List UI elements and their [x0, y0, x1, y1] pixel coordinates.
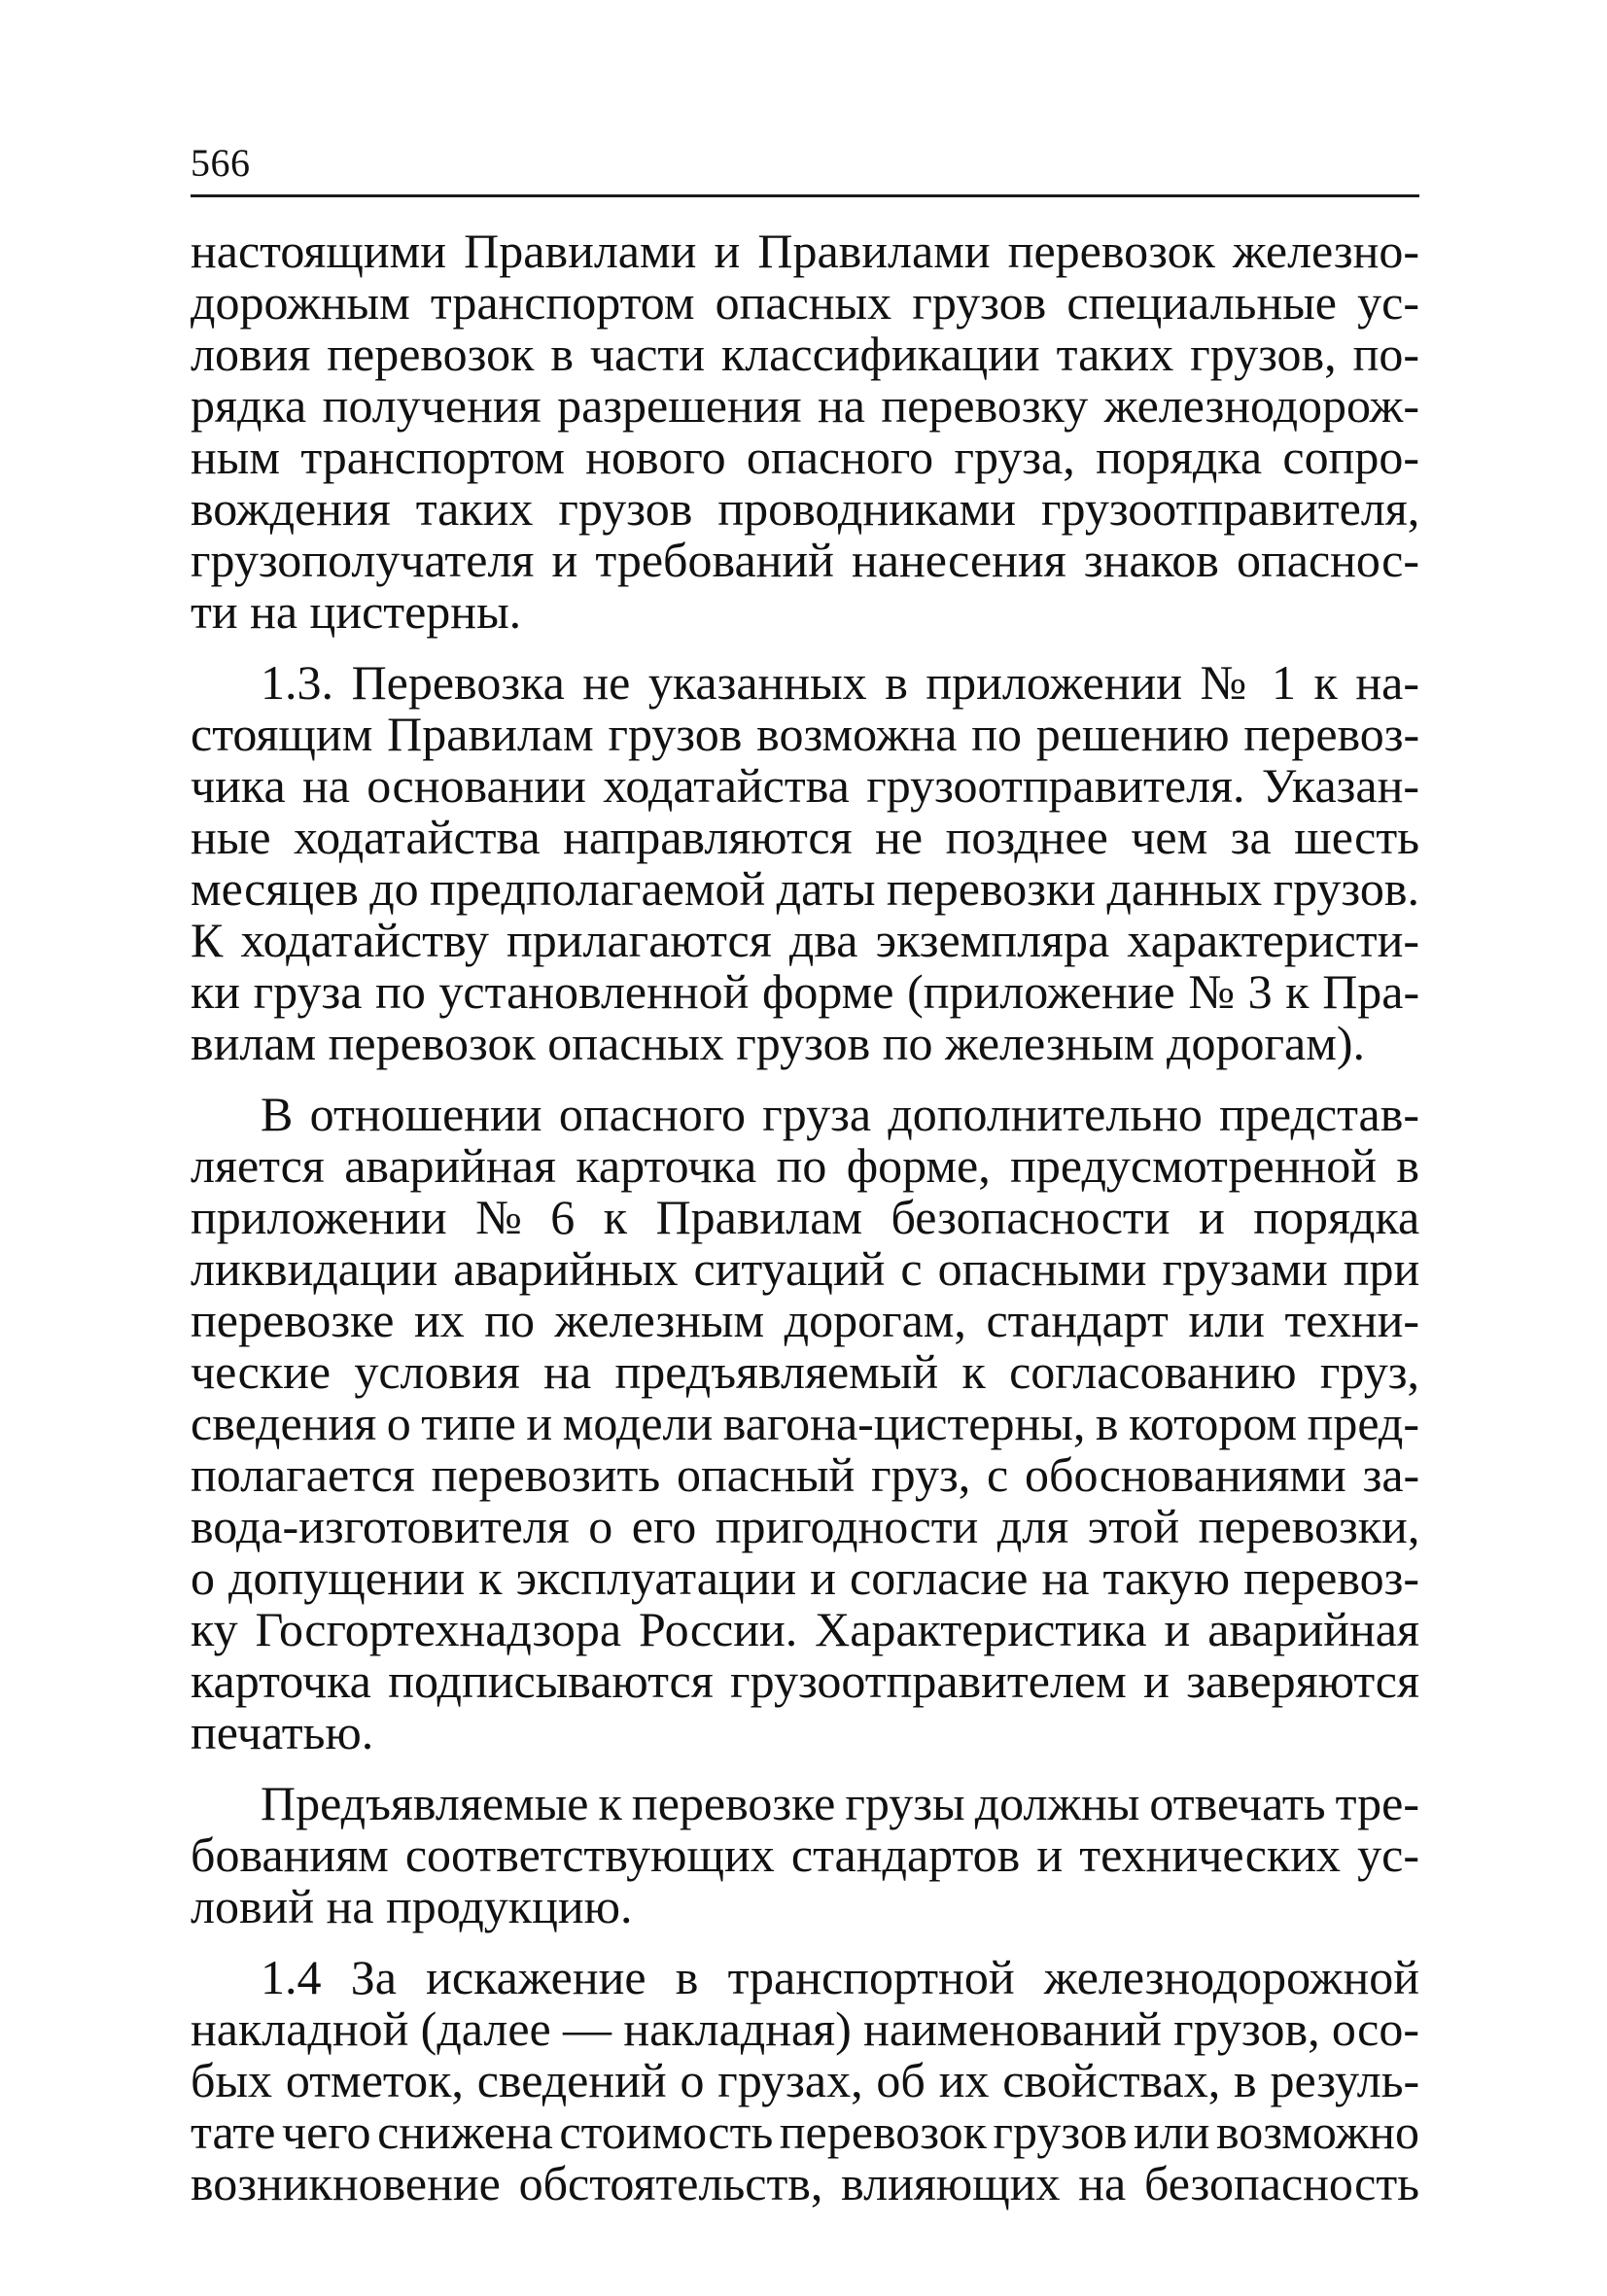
text-line: 1.4 За искажение в транспортной железнодорожной: [261, 1950, 1419, 2004]
text-line: сведения о типе и модели вагона-цистерны, в котором пред-: [191, 1396, 1419, 1450]
text-line: настоящими Правилами и Правилами перевозок железно-: [191, 224, 1419, 278]
text-line: о допущении к эксплуатации и согласие на такую перевоз-: [191, 1550, 1419, 1605]
text-line: ным транспортом нового опасного груза, порядка сопро-: [191, 430, 1419, 484]
text-line: ловий на продукцию.: [191, 1879, 633, 1933]
header-rule: [191, 194, 1419, 197]
text-line: ловия перевозок в части классификации таких грузов, по-: [191, 327, 1419, 381]
page-number: 566: [191, 141, 251, 185]
text-line: ляется аварийная карточка по форме, предусмотренной в: [191, 1138, 1419, 1193]
text-line: Предъявляемые к перевозке грузы должны отвечать тре-: [261, 1776, 1419, 1830]
text-line: чика на основании ходатайства грузоотправителя. Указан-: [191, 758, 1419, 813]
text-line: вождения таких грузов проводниками грузоотправителя,: [191, 481, 1420, 536]
paragraph-standards: [191, 1778, 1419, 1932]
text-line: печатью.: [191, 1705, 374, 1759]
text-line: накладной (далее — накладная) наименований грузов, осо-: [191, 2001, 1420, 2056]
text-line: вода-изготовителя о его пригодности для этой перевозки,: [191, 1499, 1420, 1553]
text-line: месяцев до предполагаемой даты перевозки данных грузов.: [191, 861, 1419, 916]
text-line: ликвидации аварийных ситуаций с опасными грузами при: [191, 1241, 1420, 1296]
paragraph-section-1-4: [191, 1952, 1419, 2209]
text-line: бых отметок, сведений о грузах, об их свойствах, в резуль-: [191, 2053, 1420, 2107]
text-line: ти на цистерны.: [191, 584, 522, 639]
text-line: К ходатайству прилагаются два экземпляра характеристи-: [191, 913, 1419, 967]
text-line: карточка подписываются грузоотправителем и заверяются: [191, 1653, 1419, 1708]
paragraph-continuation: [191, 226, 1419, 638]
text-line: вилам перевозок опасных грузов по железным дорогам).: [191, 1016, 1365, 1070]
text-line: 1.3. Перевозка не указанных в приложении № 1 к на-: [261, 655, 1419, 710]
text-line: грузополучателя и требований нанесения знаков опаснос-: [191, 533, 1419, 587]
text-line: ческие условия на предъявляемый к согласованию груз,: [191, 1344, 1420, 1399]
text-line: стоящим Правилам грузов возможна по решению перевоз-: [191, 707, 1420, 761]
paragraph-section-1-3: [191, 657, 1419, 1069]
text-line: ки груза по установленной форме (приложение № 3 к Пра-: [191, 964, 1420, 1019]
text-line: ные ходатайства направляются не позднее чем за шесть: [191, 810, 1419, 864]
text-line: В отношении опасного груза дополнительно представ-: [261, 1087, 1419, 1141]
text-line: приложении № 6 к Правилам безопасности и порядка: [191, 1190, 1420, 1244]
text-line: перевозке их по железным дорогам, стандарт или техни-: [191, 1293, 1419, 1347]
text-line: тате чего снижена стоимость перевозок грузов или возможно: [191, 2105, 1419, 2159]
text-line: возникновение обстоятельств, влияющих на безопасность: [191, 2156, 1419, 2210]
text-line: полагается перевозить опасный груз, с обоснованиями за-: [191, 1447, 1420, 1502]
text-line: бованиям соответствующих стандартов и технических ус-: [191, 1827, 1419, 1882]
text-body: [191, 226, 1419, 2209]
text-line: рядка получения разрешения на перевозку железнодорож-: [191, 378, 1419, 433]
paragraph-emergency-card: [191, 1089, 1419, 1758]
text-line: ку Госгортехнадзора России. Характеристика и аварийная: [191, 1602, 1419, 1656]
text-line: дорожным транспортом опасных грузов специальные ус-: [191, 275, 1419, 330]
